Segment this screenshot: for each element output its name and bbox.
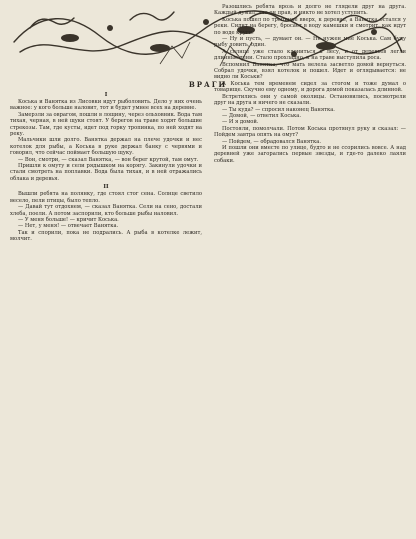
- right-column: [214, 4, 406, 164]
- paragraph: — Нет, у меня! — отвечает Ванятка.: [18, 223, 119, 230]
- paragraph: — У меня больше! — кричит Коська.: [18, 216, 119, 223]
- paragraph: — И я домой.: [222, 119, 259, 126]
- paragraph: — Пойдем, — обрадовался Ванятка.: [222, 138, 321, 145]
- paragraph: Пришли к омуту и сели рядышком на корягу. Закинули удочки и стали смотреть на поплавки. Вода была тихая, и в ней отражались облака и деревья.: [10, 163, 202, 182]
- paragraph: — Давай тут отдохнем, — сказал Ванятка. Сели на сено, достали хлеба, поели. А потом заспорили, кто больше рыбы наловил.: [10, 204, 202, 217]
- paragraph: И пошли они вместе по улице, будто и не ссорились вовсе. А над деревней уже загорались первые звезды, и где-то далеко лаяли собаки.: [214, 144, 406, 164]
- paragraph: Замерзли за оврагом, пошли в лощину, через ольховник. Вода там тихая, черная, в ней щуки стоят. У берегов на траве ходят большие стрекозы. Там, где кусты, идет под горку тропинка, по ней ходят на реку.: [10, 111, 202, 138]
- paragraph: — Ну и пусть, — думает он. — Не нужен мне Коська. Сам буду рыбу ловить, один.: [214, 36, 406, 49]
- paragraph: Коська и Ванятка из Лисовки идут рыболовить. Дело у них очень важное: у кого больше наловит, тот и будет умнее всех на деревне.: [10, 99, 202, 112]
- paragraph: А солнце уже стало клониться к лесу, и от деревьев легли длинные тени. Стало прохладно, и на траве выступила роса.: [214, 48, 406, 62]
- paragraph: Так и спорили, пока не подрались. А рыба в котелке лежит, молчит.: [10, 229, 202, 243]
- paragraph: Мальчики шли долго. Ванятка держал на плече удочки и нес котелок для рыбы, а Коська в руке держал банку с червями и говорил, что сейчас поймает большую щуку.: [10, 137, 202, 157]
- paragraph: — Вон, смотри, — сказал Ванятка, — вон берег крутой, там омут.: [18, 156, 199, 163]
- paragraph: Разошлись ребята врозь и долго не глядели друг на друга. Каждый думал, что он прав, и никто не хотел уступить.: [214, 4, 406, 17]
- paragraph: Постояли, помолчали. Потом Коська протянул руку и сказал: — Пойдем завтра опять на омут?: [214, 125, 406, 139]
- left-column: [10, 90, 202, 243]
- paragraph: — Ты куда? — спросил наконец Ванятка.: [222, 106, 335, 113]
- paragraph: Коська пошел по тропинке вверх, к деревне, а Ванятка остался у реки. Сидит на берегу, бросает в воду камешки и смотрит, как идут по воде круги.: [214, 16, 406, 36]
- paragraph: Вспомнил Ванятка, что мать велела засветло домой вернуться. Собрал удочки, взял котелок и пошел. Идет и оглядывается: не видно ли Коськи?: [214, 61, 406, 81]
- section-numeral: II: [103, 184, 109, 191]
- paragraph: — Домой, — ответил Коська.: [222, 112, 302, 119]
- paragraph: А Коська тем временем сидел за стогом и тоже думал о товарище. Скучно ему одному, и дорога домой показалась длинной.: [214, 80, 406, 94]
- paragraph: Вышли ребята на полянку, где стоял стог сена. Солнце светило весело, пели птицы, было тепло.: [10, 191, 202, 204]
- story-title: ВРАГИ: [188, 80, 228, 89]
- section-numeral: I: [104, 92, 108, 98]
- paragraph: Встретились они у самой околицы. Остановились, посмотрели друг на друга и ничего не сказали.: [214, 93, 406, 107]
